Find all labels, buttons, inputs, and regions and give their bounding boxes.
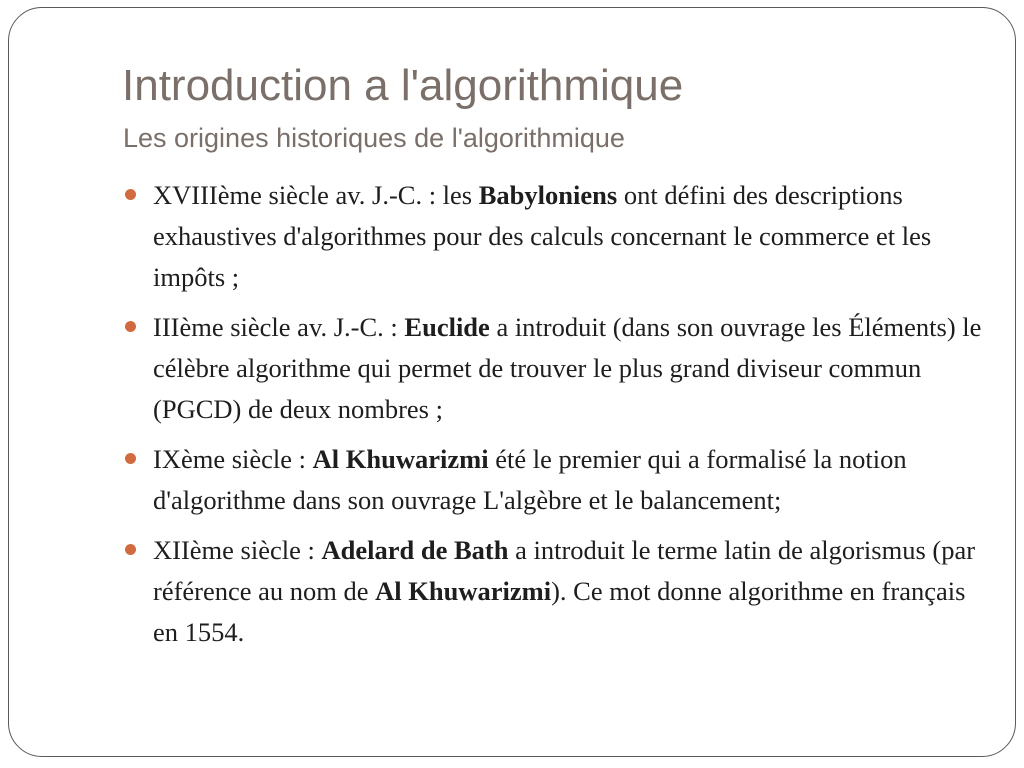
bullet-dot-icon — [125, 544, 136, 555]
bullet-item-babyloniens — [153, 175, 993, 298]
bullet-dot-icon — [125, 453, 136, 464]
slide-frame — [8, 7, 1016, 757]
bullet-text: IXème siècle : — [153, 444, 313, 474]
bullet-text: été le premier qui a formalisé la notion d'algorithme dans son ouvrage L'algèbre et le balancement; — [153, 444, 907, 515]
bullet-text: IIIème siècle av. J.-C. : — [153, 312, 405, 342]
bullet-bold-text: Al Khuwarizmi — [312, 444, 489, 474]
bullet-dot-icon — [125, 321, 136, 332]
bullet-text: XIIème siècle : — [153, 535, 322, 565]
bullet-item-euclide — [153, 307, 993, 430]
bullet-text: XVIIIème siècle av. J.-C. : les — [153, 180, 479, 210]
bullet-item-al-khuwarizmi — [153, 439, 993, 521]
slide-title: Introduction a l'algorithmique — [122, 61, 684, 110]
bullet-bold-text: Babyloniens — [478, 180, 618, 210]
slide-subtitle: Les origines historiques de l'algorithmique — [123, 123, 625, 153]
bullet-list — [153, 175, 993, 662]
bullet-dot-icon — [125, 189, 136, 200]
bullet-bold-text: Adelard de Bath — [321, 535, 509, 565]
bullet-text: a introduit (dans son ouvrage les Éléments) le célèbre algorithme qui permet de trouver le plus grand diviseur commun (PGCD) de deux nombres ; — [153, 312, 982, 424]
bullet-text: ). Ce mot donne algorithme en français en 1554. — [153, 576, 966, 647]
bullet-text: a introduit le terme latin de algorismus (par référence au nom de — [153, 535, 976, 606]
bullet-bold-text: Euclide — [404, 312, 490, 342]
bullet-text: ont défini des descriptions exhaustives d'algorithmes pour des calculs concernant le commerce et les impôts ; — [153, 180, 932, 292]
bullet-bold-text: Al Khuwarizmi — [375, 576, 552, 606]
bullet-item-adelard-de-bath — [153, 530, 993, 653]
